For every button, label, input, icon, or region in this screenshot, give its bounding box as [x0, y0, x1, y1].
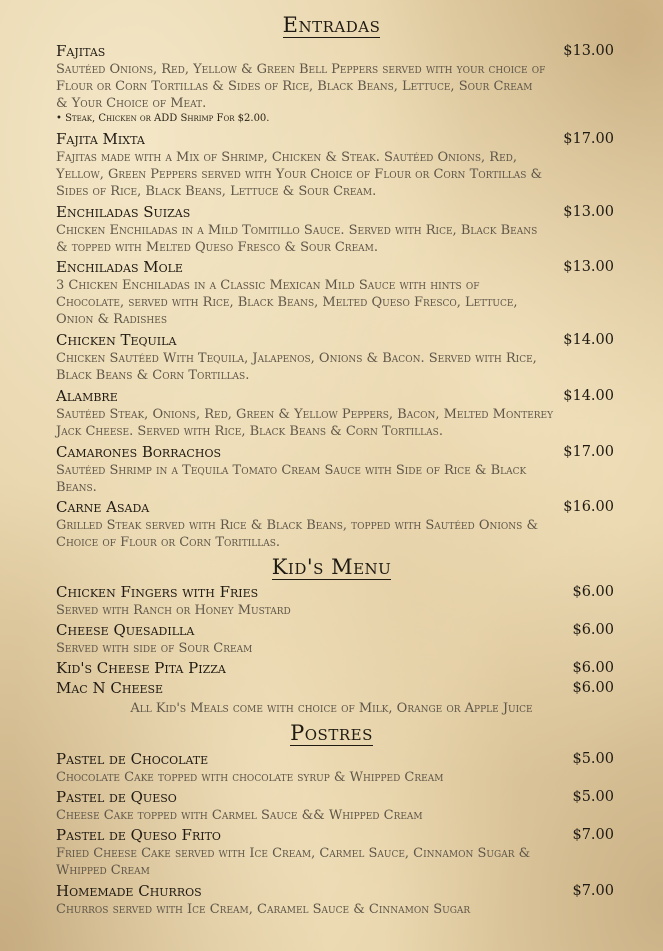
- item-name: Enchiladas Mole: [56, 258, 183, 276]
- item-price: $13.00: [563, 43, 614, 59]
- item-description: Grilled Steak served with Rice & Black Beans, topped with Sautéed Onions & Choice of Flour or Corn Toritillas.: [56, 518, 539, 550]
- menu-item-alambre: [56, 386, 614, 440]
- item-description: Fajitas made with a Mix of Shrimp, Chicken & Steak. Sautéed Onions, Red, Yellow, Green Peppers served with Your Choice of Flour or Corn Tortillas & Sides of Rice, Black Beans, Lettuce & Sour Cream.: [56, 150, 543, 199]
- item-description: Served with Ranch or Honey Mustard: [56, 603, 291, 618]
- menu-item-chicken-tequila: [56, 330, 614, 384]
- menu-item-kids-pita-pizza: [56, 658, 614, 678]
- item-price: $13.00: [563, 259, 614, 275]
- item-name: Enchiladas Suizas: [56, 203, 191, 221]
- item-price: $6.00: [572, 660, 614, 676]
- section-title-kids-menu: [0, 554, 663, 580]
- section-title-postres: [0, 720, 663, 746]
- item-description: 3 Chicken Enchiladas in a Classic Mexican Mild Sauce with hints of Chocolate, served with Rice, Black Beans, Melted Queso Fresco, Lettuce, Onion & Radishes: [56, 278, 518, 327]
- item-name: Pastel de Queso Frito: [56, 826, 221, 844]
- item-price: $17.00: [563, 444, 614, 460]
- menu-item-carne-asada: [56, 497, 614, 551]
- item-price: $6.00: [572, 622, 614, 638]
- item-description: Sautéed Steak, Onions, Red, Green & Yellow Peppers, Bacon, Melted Monterey Jack Cheese. Served with Rice, Black Beans & Corn Tortillas.: [56, 407, 554, 439]
- menu-item-enchiladas-mole: [56, 257, 614, 328]
- menu-item-chicken-fingers: [56, 582, 614, 619]
- item-price: $6.00: [572, 584, 614, 600]
- item-name: Carne Asada: [56, 498, 150, 516]
- item-name: Mac N Cheese: [56, 679, 164, 697]
- item-description: Chicken Sautéed With Tequila, Jalapenos, Onions & Bacon. Served with Rice, Black Beans & Corn Tortillas.: [56, 351, 537, 383]
- item-description: Sautéed Onions, Red, Yellow & Green Bell Peppers served with your choice of Flour or Corn Tortillas & Sides of Rice, Black Beans, Lettuce, Sour Cream & Your Choice of Meat.: [56, 62, 546, 111]
- item-price: $14.00: [563, 332, 614, 348]
- menu-item-pastel-de-queso-frito: [56, 825, 614, 879]
- menu-item-mac-n-cheese: [56, 678, 614, 698]
- menu-item-cheese-quesadilla: [56, 620, 614, 657]
- item-price: $16.00: [563, 499, 614, 515]
- item-price: $5.00: [572, 751, 614, 767]
- item-name: Pastel de Chocolate: [56, 750, 209, 768]
- item-description: Cheese Cake topped with Carmel Sauce && Whipped Cream: [56, 808, 423, 823]
- menu-item-homemade-churros: [56, 881, 614, 918]
- item-description: Fried Cheese Cake served with Ice Cream, Carmel Sauce, Cinnamon Sugar & Whipped Cream: [56, 846, 531, 878]
- menu-item-fajitas: [56, 41, 614, 125]
- item-description: Served with side of Sour Cream: [56, 641, 253, 656]
- menu-item-fajita-mixta: [56, 129, 614, 200]
- item-description: Chicken Enchiladas in a Mild Tomitillo Sauce. Served with Rice, Black Beans & topped with Melted Queso Fresco & Sour Cream.: [56, 223, 538, 255]
- item-description: Chocolate Cake topped with chocolate syrup & Whipped Cream: [56, 770, 444, 785]
- item-name: Kid's Cheese Pita Pizza: [56, 659, 226, 677]
- item-price: $17.00: [563, 131, 614, 147]
- item-name: Pastel de Queso: [56, 788, 177, 806]
- item-description: Sautéed Shrimp in a Tequila Tomato Cream Sauce with Side of Rice & Black Beans.: [56, 463, 527, 495]
- kids-meal-drink-note: All Kid's Meals come with choice of Milk, Orange or Apple Juice: [130, 701, 533, 716]
- section-title-kids-menu-text: Kid's Menu: [271, 555, 392, 579]
- item-name: Fajitas: [56, 42, 106, 60]
- item-name: Cheese Quesadilla: [56, 621, 195, 639]
- item-name: Camarones Borrachos: [56, 443, 221, 461]
- section-title-entradas: [0, 12, 663, 38]
- item-price: $13.00: [563, 204, 614, 220]
- menu-item-camarones-borrachos: [56, 442, 614, 496]
- section-title-postres-text: Postres: [290, 721, 373, 745]
- item-name: Chicken Tequila: [56, 331, 177, 349]
- menu-item-enchiladas-suizas: [56, 202, 614, 256]
- item-name: Fajita Mixta: [56, 130, 145, 148]
- item-price: $7.00: [572, 827, 614, 843]
- item-name: Homemade Churros: [56, 882, 202, 900]
- item-price: $6.00: [572, 680, 614, 696]
- menu-item-pastel-de-queso: [56, 787, 614, 824]
- menu-item-pastel-de-chocolate: [56, 749, 614, 786]
- item-price: $14.00: [563, 388, 614, 404]
- item-price: $7.00: [572, 883, 614, 899]
- item-name: Alambre: [56, 387, 118, 405]
- item-description: Churros served with Ice Cream, Caramel Sauce & Cinnamon Sugar: [56, 902, 471, 917]
- item-note: • Steak, Chicken or ADD Shrimp For $2.00.: [56, 113, 270, 124]
- item-price: $5.00: [572, 789, 614, 805]
- item-name: Chicken Fingers with Fries: [56, 583, 259, 601]
- section-title-entradas-text: Entradas: [282, 13, 381, 37]
